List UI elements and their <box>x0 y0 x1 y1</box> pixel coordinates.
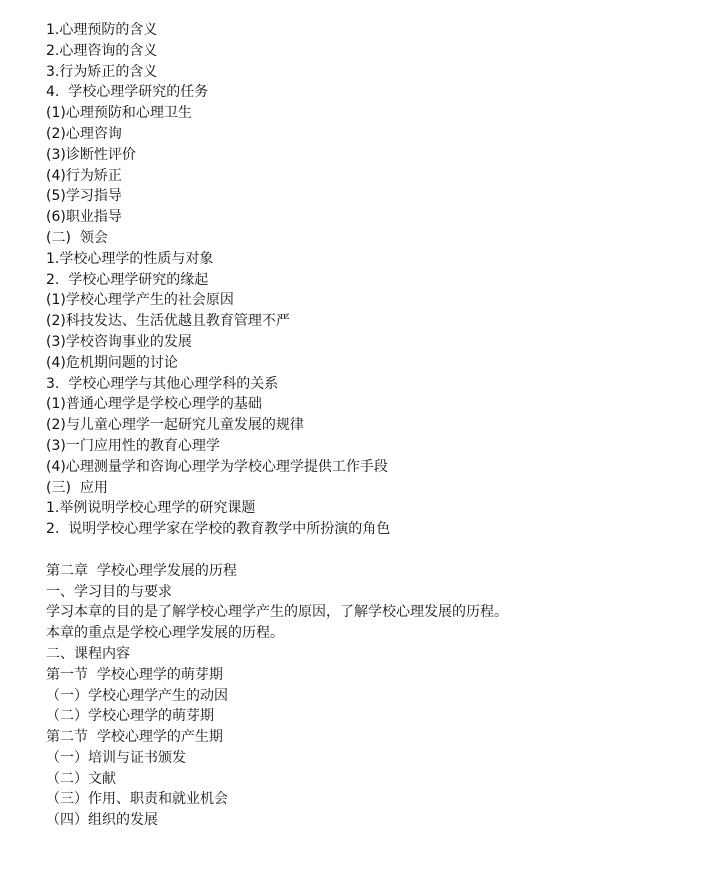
text-line: 1.举例说明学校心理学的研究课题 <box>46 500 256 517</box>
text-line: (3)一门应用性的教育心理学 <box>46 437 220 454</box>
text-line: （三）作用、职责和就业机会 <box>46 791 228 808</box>
text-line: (1)普通心理学是学校心理学的基础 <box>46 396 262 413</box>
text-line: (2)与儿童心理学一起研究儿童发展的规律 <box>46 417 304 434</box>
text-line: （二）文献 <box>46 770 116 787</box>
text-line: (1)学校心理学产生的社会原因 <box>46 292 234 309</box>
text-line: 3.行为矫正的含义 <box>46 63 158 80</box>
text-line: 3. 学校心理学与其他心理学科的关系 <box>46 375 279 392</box>
subsection-heading: 第二节 学校心理学的产生期 <box>46 729 223 746</box>
text-line: 2. 说明学校心理学家在学校的教育教学中所扮演的角色 <box>46 521 391 538</box>
section-heading: (三) 应用 <box>46 479 108 496</box>
text-line: （二）学校心理学的萌芽期 <box>46 708 214 725</box>
document-body <box>46 20 706 831</box>
text-line: (4)危机期问题的讨论 <box>46 354 178 371</box>
text-line: (3)诊断性评价 <box>46 146 136 163</box>
section-heading: (二) 领会 <box>46 229 108 246</box>
text-line: (2)科技发达、生活优越且教育管理不严 <box>46 313 290 330</box>
subsection-heading: 第一节 学校心理学的萌芽期 <box>46 666 223 683</box>
text-line: (1)心理预防和心理卫生 <box>46 105 192 122</box>
section-heading: 二、课程内容 <box>46 645 130 662</box>
text-line: 2. 学校心理学研究的缘起 <box>46 271 209 288</box>
text-line: (6)职业指导 <box>46 209 122 226</box>
text-line: （一）培训与证书颁发 <box>46 749 186 766</box>
section-heading: 一、学习目的与要求 <box>46 583 172 600</box>
text-line: (4)心理测量学和咨询心理学为学校心理学提供工作手段 <box>46 458 388 475</box>
text-line: 1.学校心理学的性质与对象 <box>46 250 214 267</box>
text-line: (2)心理咨询 <box>46 125 122 142</box>
text-line: （一）学校心理学产生的动因 <box>46 687 228 704</box>
paragraph: 本章的重点是学校心理学发展的历程。 <box>46 625 284 642</box>
text-line: （四）组织的发展 <box>46 812 158 829</box>
chapter-title: 第二章 学校心理学发展的历程 <box>46 562 237 579</box>
text-line: (5)学习指导 <box>46 188 122 205</box>
text-line: (4)行为矫正 <box>46 167 122 184</box>
blank-line <box>46 540 706 561</box>
paragraph: 学习本章的目的是了解学校心理学产生的原因，了解学校心理发展的历程。 <box>46 604 508 621</box>
text-line: 1.心理预防的含义 <box>46 22 158 38</box>
text-line: (3)学校咨询事业的发展 <box>46 333 192 350</box>
text-line: 4. 学校心理学研究的任务 <box>46 84 209 101</box>
text-line: 2.心理咨询的含义 <box>46 42 158 59</box>
